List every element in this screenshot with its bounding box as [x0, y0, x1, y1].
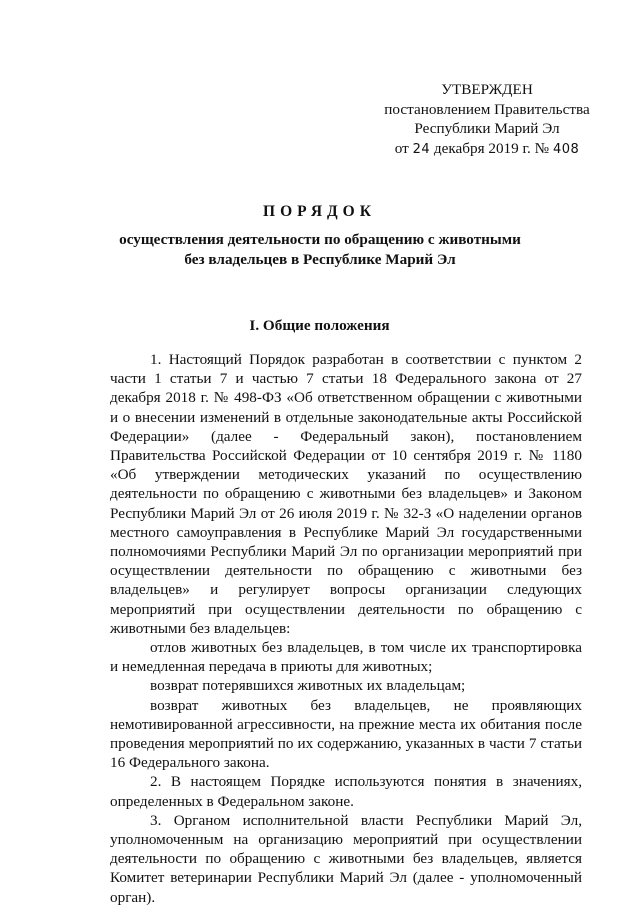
document-subtitle [110, 230, 530, 269]
document-title: ПОРЯДОК [263, 203, 376, 220]
approval-heading: УТВЕРЖДЕН [441, 81, 533, 98]
section-heading: I. Общие положения [249, 317, 390, 334]
approval-date-mid: декабря 2019 г. № [433, 139, 550, 157]
document-body [110, 350, 582, 907]
paragraph-3: 3. Органом исполнительной власти Республики Марий Эл, уполномоченным на организацию мероприятий при осуществлении деятельности по обращению с животными без владельцев, является Комитет ветеринарии Республики Марий Эл (далее - уполномоченный орган). [110, 811, 582, 906]
approval-date [372, 139, 602, 160]
paragraph-capture: отлов животных без владельцев, в том числе их транспортировка и немедленная передача в приюты для животных; [110, 639, 582, 676]
subtitle-line-2: без владельцев в Республике Марий Эл [184, 250, 456, 268]
approval-day: 24 [412, 141, 431, 157]
paragraph-1: 1. Настоящий Порядок разработан в соответствии с пунктом 2 части 1 статьи 7 и частью 7 статьи 18 Федерального закона от 27 декабря 2018 г. № 498-ФЗ «Об ответственном обращении с животными и о внесении изменений в отдельные законодательные акты Российской Федерации» (далее - Федеральный закон), постановлением Правительства Российской Федерации от 10 сентября 2019 г. № 1180 «Об утверждении методических указаний по осуществлению деятельности по обращению с животными без владельцев» и Законом Республики Марий Эл от 26 июля 2019 г. № 32-З «О наделении органов местного самоуправления в Республике Марий Эл государственными полномочиями Республики Марий Эл по организации мероприятий при осуществлении деятельности по обращению с животными без владельцев» и регулирует вопросы организации следующих мероприятий при осуществлении деятельности по обращению с животными без владельцев: [110, 351, 582, 637]
approval-date-prefix: от [394, 139, 409, 157]
paragraph-2: 2. В настоящем Порядке используются понятия в значениях, определенных в Федеральном законе. [110, 773, 582, 810]
approval-republic: Республики Марий Эл [414, 120, 560, 137]
paragraph-return-habitat: возврат животных без владельцев, не проявляющих немотивированной агрессивности, на прежние места их обитания после проведения мероприятий по их содержанию, указанных в части 7 статьи 16 Федерального закона. [110, 696, 582, 772]
approval-authority: постановлением Правительства [384, 100, 590, 118]
paragraph-return-owners: возврат потерявшихся животных их владельцам; [150, 677, 466, 695]
subtitle-line-1: осуществления деятельности по обращению с животными [119, 231, 521, 248]
approval-stamp [372, 80, 602, 159]
approval-number: 408 [552, 141, 580, 157]
